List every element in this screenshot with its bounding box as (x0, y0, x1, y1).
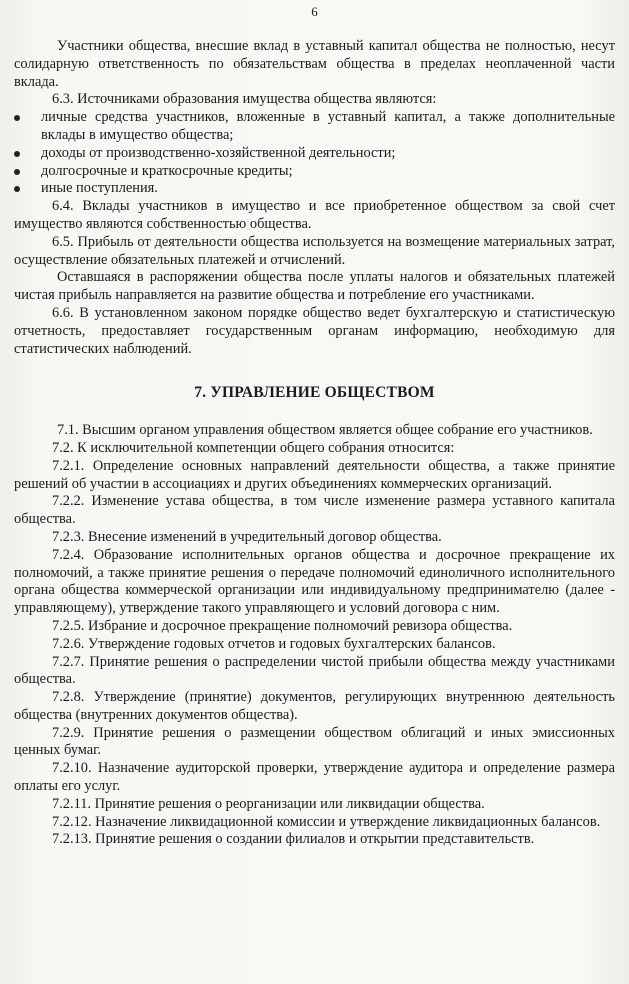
paragraph-7-2-8: 7.2.8. Утверждение (принятие) документов, регулирующих внутреннюю деятельность общества (внутренних документов общества). (14, 689, 615, 723)
paragraph-7-2-6: 7.2.6. Утверждение годовых отчетов и годовых бухгалтерских балансов. (52, 635, 496, 652)
paragraph-7-2-3: 7.2.3. Внесение изменений в учредительный договор общества. (52, 528, 442, 545)
paragraph-7-2-7: 7.2.7. Принятие решения о распределении чистой прибыли общества между участниками общества. (14, 653, 615, 688)
paragraph-7-2-11: 7.2.11. Принятие решения о реорганизации или ликвидации общества. (52, 795, 485, 812)
paragraph-6-4: 6.4. Вклады участников в имущество и все приобретенное обществом за свой счет имущество являются собственностью общества. (14, 198, 615, 232)
paragraph-7-2-2: 7.2.2. Изменение устава общества, в том числе изменение размера уставного капитала общества. (14, 493, 615, 528)
page-number: 6 (311, 4, 318, 19)
paragraph-6-6: 6.6. В установленном законом порядке общество ведет бухгалтерскую и статистическую отчетность, предоставляет государственным органам информацию, необходимую для статистических наблюдений. (14, 304, 615, 357)
list-item: иные поступления. (14, 180, 615, 198)
bullet-icon (14, 115, 20, 121)
bullet-icon (14, 151, 20, 157)
paragraph-7-2-13: 7.2.13. Принятие решения о создании филиалов и открытии представительств. (52, 831, 535, 848)
paragraph-7-2-12: 7.2.12. Назначение ликвидационной комиссии и утверждение ликвидационных балансов. (52, 813, 601, 830)
paragraph-7-2: 7.2. К исключительной компетенции общего собрания относится: (52, 439, 455, 456)
list-item: доходы от производственно-хозяйственной деятельности; (14, 145, 615, 163)
page-content (14, 38, 615, 849)
bullet-icon (14, 186, 20, 192)
paragraph-6-3: 6.3. Источниками образования имущества общества являются: (52, 91, 437, 108)
paragraph-solidary-liability: Участники общества, внесшие вклад в уставный капитал общества не полностью, несут солидарную ответственность по обязательствам общества в пределах неоплаченной части вклада. (14, 38, 615, 90)
section-title: 7. УПРАВЛЕНИЕ ОБЩЕСТВОМ (194, 384, 435, 402)
list-item: личные средства участников, вложенные в уставный капитал, а также дополнительные вклады в имущество общества; (14, 109, 615, 145)
paragraph-net-profit: Оставшаяся в распоряжении общества после уплаты налогов и обязательных платежей чистая прибыль направляется на развитие общества и потребление его участниками. (14, 269, 615, 304)
paragraph-7-2-9: 7.2.9. Принятие решения о размещении обществом облигаций и иных эмиссионных ценных бумаг. (14, 724, 615, 759)
list-item: долгосрочные и краткосрочные кредиты; (14, 163, 615, 181)
paragraph-7-2-4: 7.2.4. Образование исполнительных органов общества и досрочное прекращение их полномочий, а также принятие решения о передаче полномочий единоличного исполнительного органа общества коммерческой организации или индивидуальному предпринимателю (далее - управляющему), утверждение такого управляющего и условий договора с ним. (14, 546, 615, 617)
paragraph-7-2-1: 7.2.1. Определение основных направлений деятельности общества, а также принятие решений об участии в ассоциациях и других объединениях коммерческих организаций. (14, 457, 615, 492)
paragraph-7-2-5: 7.2.5. Избрание и досрочное прекращение полномочий ревизора общества. (52, 617, 513, 634)
paragraph-6-5: 6.5. Прибыль от деятельности общества используется на возмещение материальных затрат, осуществление обязательных платежей и отчислений. (14, 233, 615, 268)
sources-list (14, 109, 615, 198)
paragraph-7-1: 7.1. Высшим органом управления обществом является общее собрание его участников. (57, 422, 593, 439)
paragraph-7-2-10: 7.2.10. Назначение аудиторской проверки, утверждение аудитора и определение размера оплаты его услуг. (14, 760, 615, 795)
bullet-icon (14, 169, 20, 175)
